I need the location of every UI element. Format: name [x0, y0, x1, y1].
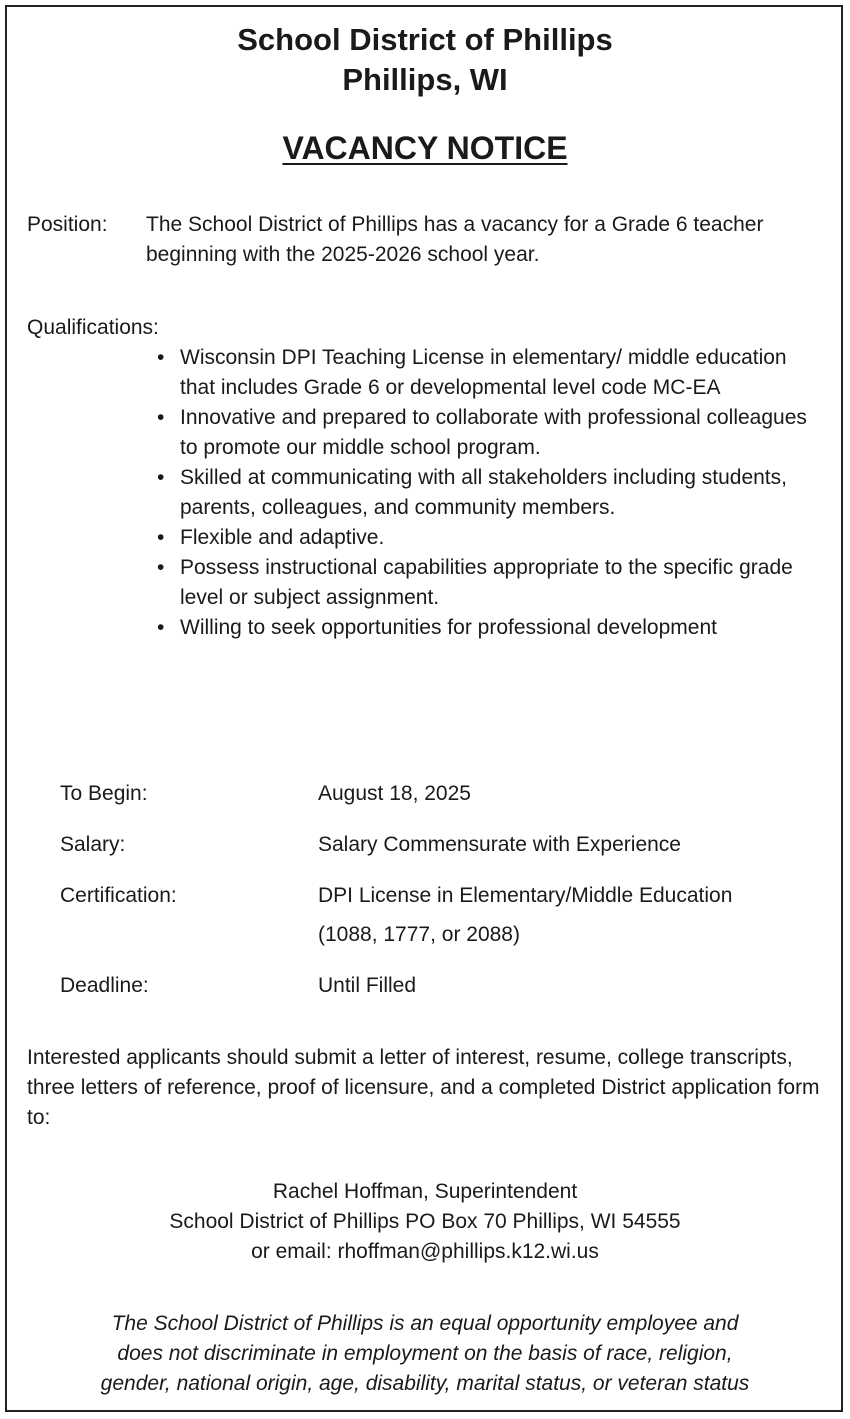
qualification-text: Wisconsin DPI Teaching License in elementary/ middle education that includes Grade 6 or developmental level code MC-EA — [180, 346, 787, 399]
qualifications-label: Qualifications: — [27, 316, 159, 339]
certification-codes: (1088, 1777, or 2088) — [318, 923, 520, 946]
qualification-item — [157, 463, 827, 523]
district-location: Phillips, WI — [342, 62, 508, 97]
qualifications-list — [157, 343, 827, 643]
certification-value: DPI License in Elementary/Middle Education — [318, 884, 733, 907]
qualification-item — [157, 523, 827, 553]
salary-value: Salary Commensurate with Experience — [318, 833, 681, 856]
qualification-item — [157, 403, 827, 463]
eeo-statement-line: does not discriminate in employment on the basis of race, religion, — [117, 1342, 733, 1365]
qualification-text: Willing to seek opportunities for professional development — [180, 616, 717, 639]
eeo-statement-line: The School District of Phillips is an equal opportunity employee and — [111, 1312, 739, 1335]
qualification-text: Skilled at communicating with all stakeholders including students, parents, colleagues, and community members. — [180, 466, 787, 519]
application-instructions: Interested applicants should submit a letter of interest, resume, college transcripts, three letters of reference, proof of licensure, and a completed District application form to: — [27, 1046, 820, 1129]
contact-name: Rachel Hoffman, Superintendent — [272, 1180, 578, 1203]
district-name: School District of Phillips — [237, 22, 613, 57]
qualification-text: Possess instructional capabilities appropriate to the specific grade level or subject assignment. — [180, 556, 793, 609]
salary-label: Salary: — [60, 833, 126, 856]
begin-label: To Begin: — [60, 782, 148, 805]
qualification-text: Innovative and prepared to collaborate with professional colleagues to promote our middle school program. — [180, 406, 807, 459]
position-text: The School District of Phillips has a vacancy for a Grade 6 teacher beginning with the 2025-2026 school year. — [146, 213, 764, 266]
bullet-icon: • — [157, 346, 165, 369]
bullet-icon: • — [157, 406, 165, 429]
bullet-icon: • — [157, 466, 165, 489]
deadline-value: Until Filled — [318, 974, 417, 997]
qualification-item — [157, 553, 827, 613]
bullet-icon: • — [157, 526, 165, 549]
eeo-statement-line: gender, national origin, age, disability, marital status, or veteran status — [100, 1372, 750, 1395]
qualification-item — [157, 613, 827, 643]
begin-value: August 18, 2025 — [318, 782, 471, 805]
deadline-label: Deadline: — [60, 974, 149, 997]
qualification-item — [157, 343, 827, 403]
contact-address: School District of Phillips PO Box 70 Phillips, WI 54555 — [169, 1210, 681, 1233]
notice-title: VACANCY NOTICE — [282, 130, 568, 166]
qualification-text: Flexible and adaptive. — [180, 526, 385, 549]
bullet-icon: • — [157, 556, 165, 579]
position-label: Position: — [27, 213, 108, 236]
certification-label: Certification: — [60, 884, 177, 907]
bullet-icon: • — [157, 616, 165, 639]
contact-email[interactable]: or email: rhoffman@phillips.k12.wi.us — [251, 1240, 599, 1263]
